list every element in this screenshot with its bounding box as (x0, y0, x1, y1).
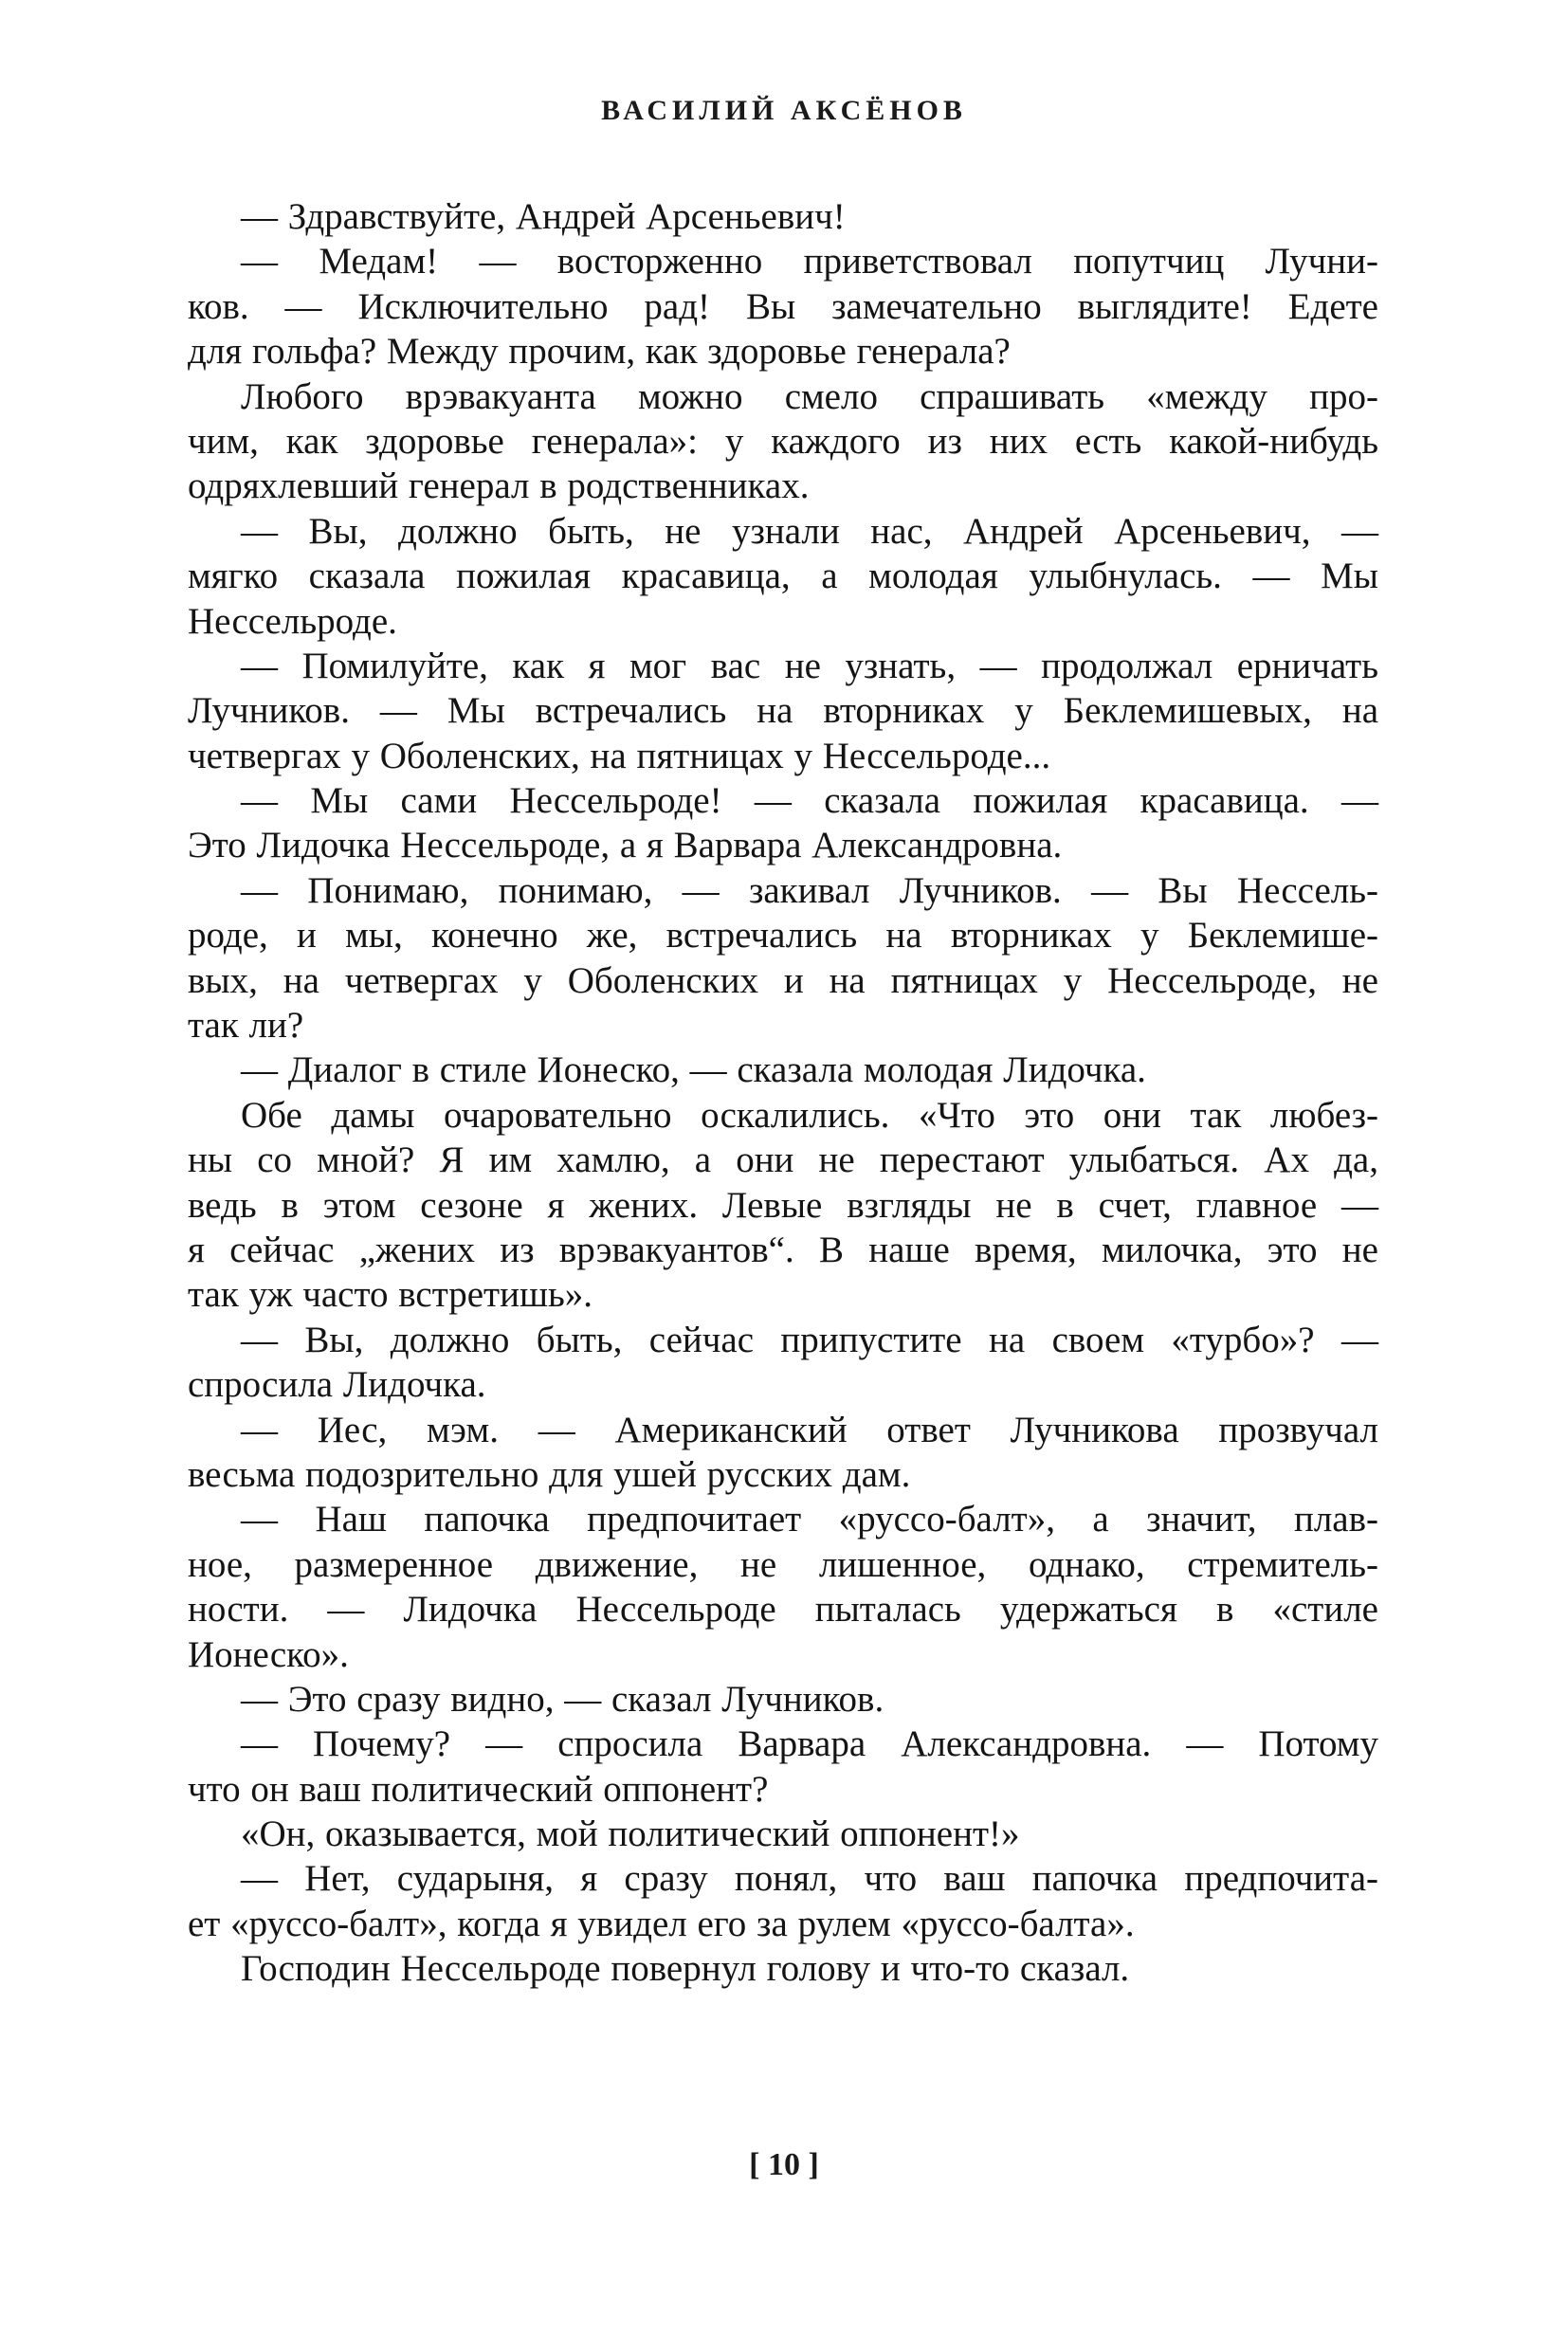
text-line: — Наш папочка предпочитает «руссо-балт», а значит, плав- (241, 1499, 1378, 1540)
text-line: спросила Лидочка. (188, 1364, 486, 1406)
text-line: чим, как здоровье генерала»: у каждого из них есть какой-нибудь (188, 420, 1378, 462)
text-line: — Мы сами Нессельроде! — сказала пожилая красавица. — (241, 780, 1378, 822)
text-line: Господин Нессельроде повернул голову и что-то сказал. (241, 1948, 1130, 1990)
text-line: так уж часто встретишь». (188, 1274, 593, 1316)
text-line: — Это сразу видно, — сказал Лучников. (241, 1678, 884, 1720)
running-head-author: ВАСИЛИЙ АКСЁНОВ (601, 95, 967, 126)
text-line: ведь в этом сезоне я жених. Левые взгляды не в счет, главное — (188, 1184, 1378, 1226)
text-line: Ионеско». (188, 1633, 349, 1675)
text-line: что он ваш политический оппонент? (188, 1768, 769, 1810)
text-line: — Понимаю, понимаю, — закивал Лучников. — Вы Нессель- (241, 869, 1378, 911)
text-line: я сейчас „жених из врэвакуантов“. В наше время, милочка, это не (188, 1229, 1378, 1270)
text-line: весьма подозрительно для ушей русских дам. (188, 1453, 911, 1495)
text-line: — Вы, должно быть, сейчас припустите на своем «турбо»? — (241, 1319, 1378, 1360)
text-line: ное, размеренное движение, не лишенное, однако, стремитель- (188, 1543, 1378, 1585)
body-text (188, 194, 1378, 1992)
text-line: ности. — Лидочка Нессельроде пыталась удержаться в «стиле (188, 1589, 1378, 1631)
text-line: Нессельроде. (188, 600, 397, 642)
text-line: — Здравствуйте, Андрей Арсеньевич! (241, 196, 846, 237)
text-line: ков. — Исключительно рад! Вы замечательно выглядите! Едете (188, 285, 1378, 327)
text-line: — Диалог в стиле Ионеско, — сказала молодая Лидочка. (241, 1049, 1146, 1091)
text-line: Это Лидочка Нессельроде, а я Варвара Александровна. (188, 825, 1063, 866)
text-line: ны со мной? Я им хамлю, а они не перестают улыбаться. Ах да, (188, 1139, 1378, 1181)
text-line: одряхлевший генерал в родственниках. (188, 465, 810, 507)
text-line: ет «руссо-балт», когда я увидел его за рулем «руссо-балта». (188, 1903, 1135, 1944)
text-line: «Он, оказывается, мой политический оппонент!» (241, 1813, 1020, 1855)
text-line: вых, на четвергах у Оболенских и на пятницах у Нессельроде, не (188, 959, 1378, 1001)
text-line: мягко сказала пожилая красавица, а молодая улыбнулась. — Мы (188, 556, 1378, 597)
text-line: — Иес, мэм. — Американский ответ Лучникова прозвучал (241, 1409, 1378, 1450)
text-line: — Почему? — спросила Варвара Александровна. — Потому (241, 1723, 1378, 1765)
page-number: [ 10 ] (749, 2147, 819, 2182)
text-line: — Помилуйте, как я мог вас не узнать, — продолжал ерничать (241, 645, 1378, 686)
text-line: Лучников. — Мы встречались на вторниках у Беклемишевых, на (188, 690, 1378, 732)
text-line: для гольфа? Между прочим, как здоровье генерала? (188, 331, 1011, 373)
text-line: Обе дамы очаровательно оскалились. «Что это они так любез- (241, 1094, 1378, 1136)
text-line: так ли? (188, 1005, 304, 1047)
text-line: роде, и мы, конечно же, встречались на вторниках у Беклемише- (188, 915, 1378, 957)
text-line: — Нет, сударыня, я сразу понял, что ваш папочка предпочита- (241, 1858, 1378, 1900)
text-line: — Вы, должно быть, не узнали нас, Андрей Арсеньевич, — (241, 510, 1378, 552)
text-line: четвергах у Оболенских, на пятницах у Нессельроде... (188, 735, 1051, 776)
text-line: Любого врэвакуанта можно смело спрашивать «между про- (241, 375, 1378, 417)
text-line: — Медам! — восторженно приветствовал попутчиц Лучни- (241, 241, 1378, 282)
